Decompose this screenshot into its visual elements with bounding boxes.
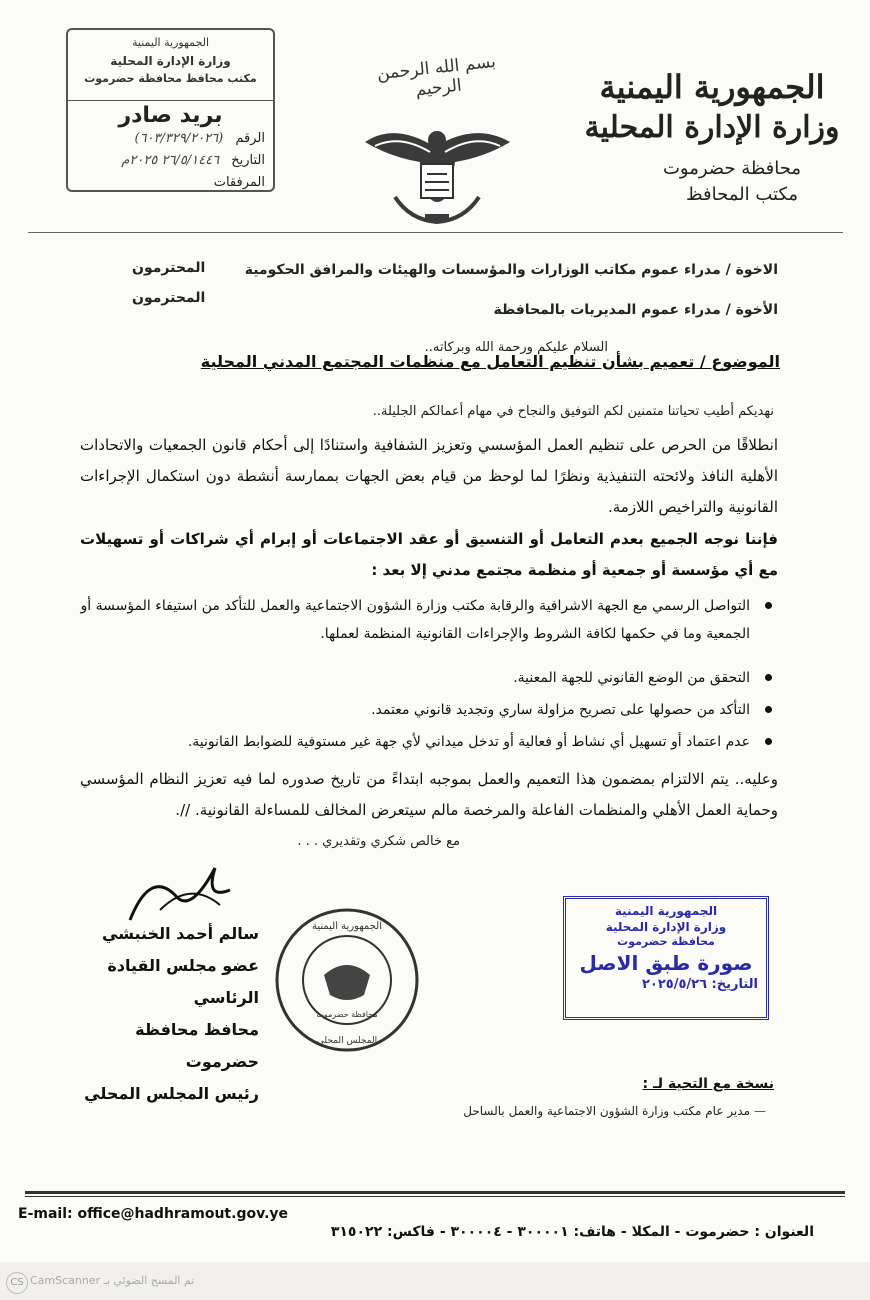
bullet-text: التواصل الرسمي مع الجهة الاشرافية والرقابة مكتب وزارة الشؤون الاجتماعية والعمل للتأكد من استيفاء المؤسسة أو الجمعية وما في حكمها لكافة الشروط والإجراءات القانونية المنظمة لعملها.: [80, 598, 750, 642]
ref-number-label: الرقم: [235, 131, 265, 146]
outgoing-box-header: [68, 30, 273, 101]
greeting: السلام عليكم ورحمة الله وبركاته..: [424, 340, 608, 355]
addressee-2-honorific: المحترمون: [132, 290, 206, 306]
signatory-title-3: رئيس المجلس المحلي: [84, 1084, 259, 1103]
addressee-1: الاخوة / مدراء عموم مكاتب الوزارات والمؤسسات والهيئات والمرافق الحكومية: [244, 262, 778, 278]
ref-number-value: (٦٠٣/٣٢٩/٢٠٢٦): [134, 131, 224, 146]
scanner-watermark-text: تم المسح الضوئي بـ CamScanner: [30, 1274, 195, 1287]
regards-line: مع خالص شكري وتقديري . . .: [297, 834, 460, 849]
paragraph-closing: وعليه.. يتم الالتزام بمضمون هذا التعميم والعمل بموجبه ابتداءً من تاريخ صدوره لما فيه تعزيز النظام المؤسسي وحماية العمل الأهلي والمنظمات الفاعلة والمرخصة مالم سيتعرض المخالف للمساءلة القانونية. //.: [80, 770, 778, 819]
basmala-calligraphy: بسم الله الرحمن الرحيم: [376, 51, 497, 101]
signatory-title-2: محافظ محافظة حضرموت: [135, 1020, 259, 1071]
addressee-1-honorific: المحترمون: [132, 260, 206, 276]
official-round-seal: [272, 905, 422, 1055]
cc-title: نسخة مع التحية لـ :: [642, 1076, 774, 1092]
box-office: مكتب محافظ محافظة حضرموت: [84, 72, 257, 85]
subject-line: الموضوع / تعميم بشأن تنظيم التعامل مع منظمات المجتمع المدني المحلية: [200, 352, 780, 371]
signatory-block: [84, 918, 259, 1110]
bullet-text: التحقق من الوضع القانوني للجهة المعنية.: [513, 670, 750, 686]
bullet-dot-icon: [765, 738, 772, 745]
date-value: ٢٦/٥/١٤٤٦ ٢٠٢٥م: [121, 153, 220, 168]
bullet-text: التأكد من حصولها على تصريح مزاولة ساري وتجديد قانوني معتمد.: [371, 702, 750, 718]
outgoing-mail-box: [66, 28, 275, 192]
cc-dash-icon: —: [754, 1104, 766, 1118]
attachments-row: [68, 172, 273, 194]
stamp-ministry: وزارة الإدارة المحلية: [605, 920, 727, 934]
stamp-date: التاريخ: ٢٠٢٥/٥/٢٦: [641, 977, 758, 992]
footer-address: العنوان : حضرموت - المكلا - هاتف: ٣٠٠٠٠١ - ٣٠٠٠٠٤ - فاكس: ٣١٥٠٢٢: [330, 1224, 814, 1240]
seal-inner-text: محافظة حضرموت: [316, 1010, 378, 1019]
stamp-republic: الجمهورية اليمنية: [614, 904, 718, 918]
attachments-label: المرفقات: [213, 175, 265, 190]
true-copy-stamp: [563, 896, 769, 1020]
cc-recipient: مدير عام مكتب وزارة الشؤون الاجتماعية والعمل بالساحل: [463, 1104, 750, 1118]
seal-bottom-text: المجلس المحلي: [316, 1036, 378, 1046]
opening-line: نهديكم أطيب تحياتنا متمنين لكم التوفيق والنجاح في مهام أعمالكم الجليلة..: [372, 404, 774, 419]
bullet-item-2: [80, 664, 750, 692]
bullet-item-1: [80, 592, 750, 648]
office-name: مكتب المحافظ: [685, 184, 799, 205]
seal-eagle-icon: [324, 965, 370, 1000]
paragraph-intro: انطلاقًا من الحرص على تنظيم العمل المؤسسي وتعزيز الشفافية واستنادًا إلى أحكام قانون الجمعيات والاتحادات الأهلية النافذ ولائحته التنفيذية ونظرًا لما لوحظ من قيام بعض الجهات بممارسة أنشطة دون استكمال الإجراءات القانونية والتراخيص اللازمة.: [80, 436, 778, 516]
stamp-governorate: محافظة حضرموت: [617, 935, 715, 948]
bullet-dot-icon: [765, 674, 772, 681]
ministry-name: وزارة الإدارة المحلية: [584, 110, 840, 145]
ref-number-row: [68, 128, 273, 150]
republic-name: الجمهورية اليمنية: [599, 68, 825, 106]
box-ministry: وزارة الإدارة المحلية: [110, 54, 231, 68]
bullet-text: عدم اعتماد أو تسهيل أي نشاط أو فعالية أو تدخل ميداني لأي جهة غير مستوفية للضوابط القانونية.: [187, 734, 750, 750]
footer-divider: [25, 1191, 845, 1194]
outgoing-mail-title: بريد صادر: [118, 103, 223, 128]
header-divider: [28, 232, 843, 233]
date-row: [68, 150, 273, 172]
eagle-emblem-icon: [355, 102, 520, 232]
camscanner-logo-icon: CS: [6, 1272, 28, 1294]
addressee-2: الأخوة / مدراء عموم المديريات بالمحافظة: [493, 302, 778, 318]
footer-email: E-mail: office@hadhramout.gov.ye: [18, 1206, 289, 1222]
seal-top-text: الجمهورية اليمنية: [311, 921, 383, 932]
bullet-item-3: [80, 696, 750, 724]
bullet-item-4: [80, 728, 750, 756]
box-republic: الجمهورية اليمنية: [131, 36, 209, 49]
letterhead-right: [582, 66, 842, 208]
footer-divider-thin: [25, 1196, 845, 1197]
bullet-dot-icon: [765, 602, 772, 609]
date-label: التاريخ: [231, 153, 265, 168]
signatory-name: سالم أحمد الخنبشي: [102, 924, 259, 943]
national-emblem: [355, 51, 520, 218]
signatory-title-1: عضو مجلس القيادة الرئاسي: [107, 956, 259, 1007]
stamp-true-copy: صورة طبق الاصل: [579, 951, 753, 975]
bullet-dot-icon: [765, 706, 772, 713]
paragraph-directive: فإننا نوجه الجميع بعدم التعامل أو التنسيق أو عقد الاجتماعات أو إبرام أي شراكات أو تسهيلات مع أي مؤسسة أو جمعية أو منظمة مجتمع مدني إلا بعد :: [80, 530, 778, 579]
governorate-name: محافظة حضرموت: [662, 158, 802, 179]
